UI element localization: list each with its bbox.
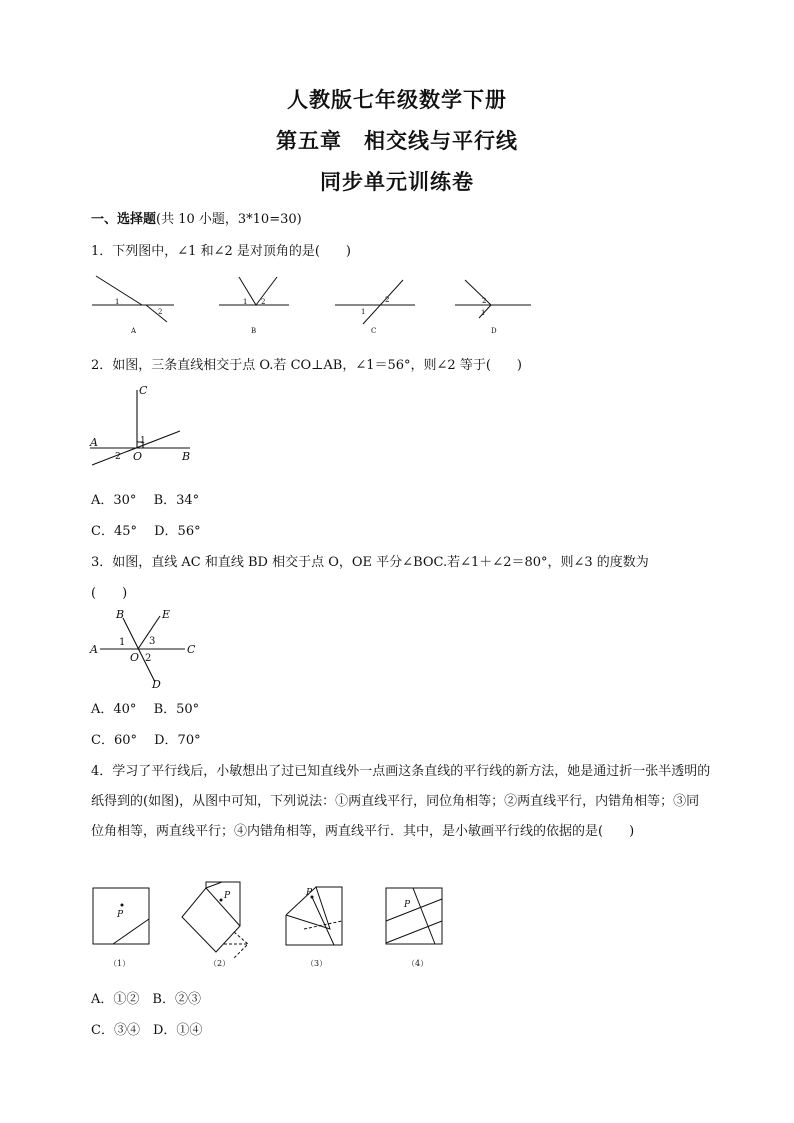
q2-angle2: 2 xyxy=(115,452,121,462)
q3-figure xyxy=(88,604,208,692)
section-note: (共 10 小题，3*10=30) xyxy=(156,212,302,227)
q3-label-o: O xyxy=(130,651,140,664)
q3-label-c: C xyxy=(187,643,196,656)
paper-title: 同步单元训练卷 xyxy=(320,169,474,194)
q4-caption-4: （4） xyxy=(407,959,429,968)
q1-figure-c xyxy=(335,272,420,334)
q1-figure-d xyxy=(455,272,535,334)
q2-label-o: O xyxy=(133,450,143,463)
q2-stem: 2．如图，三条直线相交于点 O.若 CO⊥AB，∠1＝56°，则∠2 等于( ) xyxy=(91,358,522,373)
q2-figure xyxy=(88,380,198,470)
q1c-angle2: 2 xyxy=(385,296,390,304)
q3-angle1: 1 xyxy=(119,637,126,648)
q1b-angle1: 1 xyxy=(243,298,248,306)
q1-stem: 1．下列图中，∠1 和∠2 是对顶角的是( ) xyxy=(91,244,352,259)
q3-angle2: 2 xyxy=(145,653,152,664)
section-heading xyxy=(91,208,302,227)
q1c-angle1: 1 xyxy=(361,308,366,316)
q4-options-row2: C．③④ D．①④ xyxy=(91,1023,203,1038)
q2-options-row1: A．30° B．34° xyxy=(91,493,200,508)
q4-options-row1: A．①② B．②③ xyxy=(91,992,201,1007)
q4-figure-1 xyxy=(92,887,154,977)
q3-label-e: E xyxy=(162,608,171,621)
q1-label-c: C xyxy=(371,327,377,335)
q4-figure-4 xyxy=(385,887,447,977)
q2-label-c: C xyxy=(139,384,148,397)
q1a-angle1: 1 xyxy=(115,298,120,306)
q2-angle1: 1 xyxy=(140,436,146,446)
q1a-angle2: 2 xyxy=(158,308,163,316)
q2-label-a: A xyxy=(90,436,98,449)
q3-options-row2: C．60° D．70° xyxy=(91,733,201,748)
q4f2-point-p: P xyxy=(224,891,231,901)
q1-label-d: D xyxy=(491,327,497,335)
q4-figure-2 xyxy=(182,882,262,977)
q1-label-b: B xyxy=(251,327,257,335)
q3-angle3: 3 xyxy=(149,636,156,647)
q1-figure-b xyxy=(219,272,299,334)
q3-stem: 3．如图，直线 AC 和直线 BD 相交于点 O，OE 平分∠BOC.若∠1＋∠2＝80°，则∠3 的度数为 xyxy=(91,555,649,570)
q1d-angle2: 2 xyxy=(482,297,487,305)
chapter-title: 第五章 相交线与平行线 xyxy=(276,128,518,153)
q4-figure-3 xyxy=(284,887,364,977)
q3-stem-cont: ( ) xyxy=(91,586,128,601)
q3-label-a: A xyxy=(90,643,98,656)
section-label: 一、选择题 xyxy=(91,212,157,227)
q4f1-point-p: P xyxy=(117,910,124,920)
q4-caption-2: （2） xyxy=(209,959,231,968)
q3-label-b: B xyxy=(116,608,125,621)
q4-caption-1: （1） xyxy=(109,959,131,968)
q4-stem: 4．学习了平行线后，小敏想出了过已知直线外一点画这条直线的平行线的新方法，她是通过折一张半透明的纸得到的(如图)，从图中可知，下列说法：①两直线平行，同位角相等；②两直线平行，内错角相等；③同位角相等，两直线平行；④内错角相等，两直线平行．其中，是小敏画平行线的依据的是( ) xyxy=(91,764,711,839)
q1-figure-a xyxy=(92,272,182,334)
q1b-angle2: 2 xyxy=(261,298,266,306)
q4f4-point-p: P xyxy=(404,900,411,910)
q4-caption-3: （3） xyxy=(306,959,328,968)
q4f3-point-p: P xyxy=(306,888,313,898)
q1-label-a: A xyxy=(131,327,137,335)
doc-title: 人教版七年级数学下册 xyxy=(287,87,507,112)
q3-options-row1: A．40° B．50° xyxy=(91,702,200,717)
q1d-angle1: 1 xyxy=(481,309,486,317)
q2-label-b: B xyxy=(182,450,191,463)
q2-options-row2: C．45° D．56° xyxy=(91,524,201,539)
q3-label-d: D xyxy=(152,678,161,691)
